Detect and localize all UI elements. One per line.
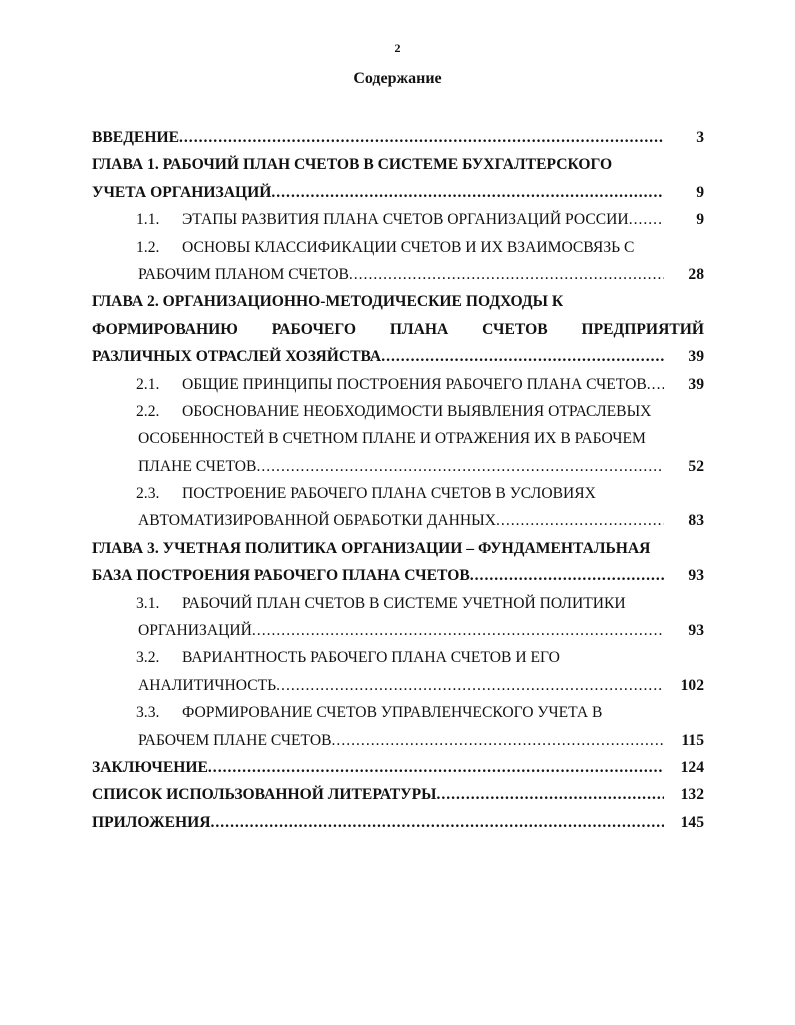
toc-section-title: ЭТАПЫ РАЗВИТИЯ ПЛАНА СЧЕТОВ ОРГАНИЗАЦИЙ РОССИИ bbox=[182, 211, 629, 229]
toc-section-line[interactable] bbox=[92, 453, 704, 480]
toc-leader-dots bbox=[436, 781, 664, 808]
toc-entry-text bbox=[138, 206, 629, 233]
toc-entry-text: ОСОБЕННОСТЕЙ В СЧЕТНОМ ПЛАНЕ И ОТРАЖЕНИЯ ИХ В РАБОЧЕМ bbox=[138, 430, 646, 448]
toc-entry-text: РАБОЧИМ ПЛАНОМ СЧЕТОВ bbox=[138, 265, 349, 283]
toc-section-title: ПОСТРОЕНИЕ РАБОЧЕГО ПЛАНА СЧЕТОВ В УСЛОВИЯХ bbox=[182, 485, 596, 503]
toc-page-number: 93 bbox=[688, 567, 704, 585]
toc-entry-text: АНАЛИТИЧНОСТЬ bbox=[138, 676, 277, 694]
toc-section-number: 3.1. bbox=[136, 594, 160, 612]
toc-page-number: 124 bbox=[680, 758, 704, 776]
toc-entry-text: ВВЕДЕНИЕ bbox=[92, 129, 179, 146]
toc-chapter-line[interactable] bbox=[92, 179, 704, 206]
toc-page-number: 93 bbox=[688, 622, 704, 640]
toc-entry-text: РАБОЧЕМ ПЛАНЕ СЧЕТОВ bbox=[138, 731, 332, 749]
toc-section-number: 1.2. bbox=[136, 238, 160, 256]
toc-section-line[interactable] bbox=[92, 617, 704, 644]
toc-leader-dots bbox=[179, 124, 664, 151]
toc-page-number: 3 bbox=[696, 129, 704, 146]
toc-section-line[interactable] bbox=[92, 206, 704, 233]
toc-page-number: 39 bbox=[688, 375, 704, 393]
toc-section-number: 1.1. bbox=[136, 211, 160, 229]
toc-section-line[interactable] bbox=[92, 590, 704, 617]
toc-section-line[interactable] bbox=[92, 727, 704, 754]
toc-chapter-line[interactable] bbox=[92, 316, 704, 343]
toc-entry-text: ГЛАВА 2. ОРГАНИЗАЦИОННО-МЕТОДИЧЕСКИЕ ПОДХОДЫ К bbox=[92, 293, 564, 311]
toc-chapter-line[interactable] bbox=[92, 288, 704, 315]
page-title: Содержание bbox=[353, 70, 442, 87]
toc-entry-text: ПРИЛОЖЕНИЯ bbox=[92, 813, 211, 831]
toc-leader-dots bbox=[470, 562, 664, 589]
toc-section-number: 3.3. bbox=[136, 704, 160, 722]
toc-entry-text: БАЗА ПОСТРОЕНИЯ РАБОЧЕГО ПЛАНА СЧЕТОВ bbox=[92, 567, 470, 585]
toc-chapter-line[interactable] bbox=[92, 535, 704, 562]
toc-leader-dots bbox=[252, 617, 664, 644]
toc-section-title: ОБОСНОВАНИЕ НЕОБХОДИМОСТИ ВЫЯВЛЕНИЯ ОТРАСЛЕВЫХ bbox=[182, 402, 652, 420]
toc-page-number: 39 bbox=[688, 348, 704, 366]
toc-entry-text bbox=[138, 371, 647, 398]
toc-section-number: 2.1. bbox=[136, 375, 160, 393]
toc-section-line[interactable] bbox=[92, 398, 704, 425]
toc-leader-dots bbox=[349, 261, 664, 288]
toc-section-line[interactable] bbox=[92, 425, 704, 452]
toc-section-title: ФОРМИРОВАНИЕ СЧЕТОВ УПРАВЛЕНЧЕСКОГО УЧЕТА В bbox=[182, 704, 603, 722]
toc-leader-dots bbox=[276, 672, 664, 699]
toc-page-number: 52 bbox=[688, 457, 704, 475]
toc-entry-text bbox=[138, 595, 626, 612]
toc-leader-dots bbox=[271, 179, 664, 206]
toc-chapter-line[interactable] bbox=[92, 562, 704, 589]
toc-section-line[interactable] bbox=[92, 507, 704, 534]
toc-entry-text: ФОРМИРОВАНИЮ РАБОЧЕГО ПЛАНА СЧЕТОВ ПРЕДПРИЯТИЙ bbox=[92, 320, 704, 338]
toc-section-line[interactable] bbox=[92, 261, 704, 288]
toc-entry-text: СПИСОК ИСПОЛЬЗОВАННОЙ ЛИТЕРАТУРЫ bbox=[92, 786, 437, 804]
toc-page-number: 102 bbox=[680, 676, 704, 694]
toc-entry-text: ГЛАВА 1. РАБОЧИЙ ПЛАН СЧЕТОВ В СИСТЕМЕ БУХГАЛТЕРСКОГО bbox=[92, 156, 613, 174]
toc-chapter-line[interactable] bbox=[92, 781, 704, 808]
toc-leader-dots bbox=[210, 809, 664, 836]
toc-page-number: 9 bbox=[696, 211, 704, 229]
toc-section-line[interactable] bbox=[92, 371, 704, 398]
toc-leader-dots bbox=[332, 727, 664, 754]
toc-page-number: 115 bbox=[681, 731, 704, 749]
toc-chapter-line[interactable] bbox=[92, 809, 704, 836]
toc-entry-text: ПЛАНЕ СЧЕТОВ bbox=[138, 457, 257, 475]
table-of-contents bbox=[92, 124, 704, 836]
toc-entry-text bbox=[138, 485, 596, 502]
toc-entry-text: ГЛАВА 3. УЧЕТНАЯ ПОЛИТИКА ОРГАНИЗАЦИИ – ФУНДАМЕНТАЛЬНАЯ bbox=[92, 539, 651, 557]
toc-section-line[interactable] bbox=[92, 234, 704, 261]
page-number: 2 bbox=[394, 41, 401, 55]
toc-page-number: 9 bbox=[696, 183, 704, 201]
toc-entry-text: ОРГАНИЗАЦИЙ bbox=[138, 622, 252, 640]
toc-section-number: 2.2. bbox=[136, 402, 160, 420]
toc-entry-text bbox=[138, 403, 651, 420]
toc-leader-dots bbox=[647, 371, 664, 398]
toc-page-number: 145 bbox=[680, 813, 704, 831]
toc-entry-text bbox=[138, 704, 602, 721]
toc-section-line[interactable] bbox=[92, 480, 704, 507]
toc-page-number: 132 bbox=[680, 786, 704, 804]
toc-section-title: ОСНОВЫ КЛАССИФИКАЦИИ СЧЕТОВ И ИХ ВЗАИМОСВЯЗЬ С bbox=[182, 238, 635, 256]
toc-entry-text: РАЗЛИЧНЫХ ОТРАСЛЕЙ ХОЗЯЙСТВА bbox=[92, 348, 382, 366]
toc-section-line[interactable] bbox=[92, 644, 704, 671]
toc-page-number: 83 bbox=[688, 512, 704, 530]
toc-entry-text bbox=[138, 649, 560, 666]
toc-section-line[interactable] bbox=[92, 672, 704, 699]
toc-chapter-line[interactable] bbox=[92, 343, 704, 370]
toc-leader-dots bbox=[496, 507, 664, 534]
toc-section-line[interactable] bbox=[92, 699, 704, 726]
toc-section-number: 3.2. bbox=[136, 649, 160, 667]
toc-section-title: РАБОЧИЙ ПЛАН СЧЕТОВ В СИСТЕМЕ УЧЕТНОЙ ПОЛИТИКИ bbox=[182, 594, 626, 612]
toc-chapter-line[interactable] bbox=[92, 124, 704, 151]
toc-leader-dots bbox=[381, 343, 664, 370]
toc-chapter-line[interactable] bbox=[92, 754, 704, 781]
toc-leader-dots bbox=[629, 206, 664, 233]
toc-entry-text: ЗАКЛЮЧЕНИЕ bbox=[92, 758, 208, 776]
toc-entry-text: АВТОМАТИЗИРОВАННОЙ ОБРАБОТКИ ДАННЫХ bbox=[138, 512, 497, 530]
toc-page-number: 28 bbox=[688, 265, 704, 283]
toc-chapter-line[interactable] bbox=[92, 151, 704, 178]
toc-section-number: 2.3. bbox=[136, 485, 160, 503]
toc-entry-text bbox=[138, 239, 634, 256]
toc-entry-text: УЧЕТА ОРГАНИЗАЦИЙ bbox=[92, 183, 272, 201]
toc-leader-dots bbox=[256, 453, 664, 480]
toc-leader-dots bbox=[208, 754, 664, 781]
toc-section-title: ОБЩИЕ ПРИНЦИПЫ ПОСТРОЕНИЯ РАБОЧЕГО ПЛАНА СЧЕТОВ bbox=[182, 375, 647, 393]
toc-section-title: ВАРИАНТНОСТЬ РАБОЧЕГО ПЛАНА СЧЕТОВ И ЕГО bbox=[182, 649, 560, 667]
